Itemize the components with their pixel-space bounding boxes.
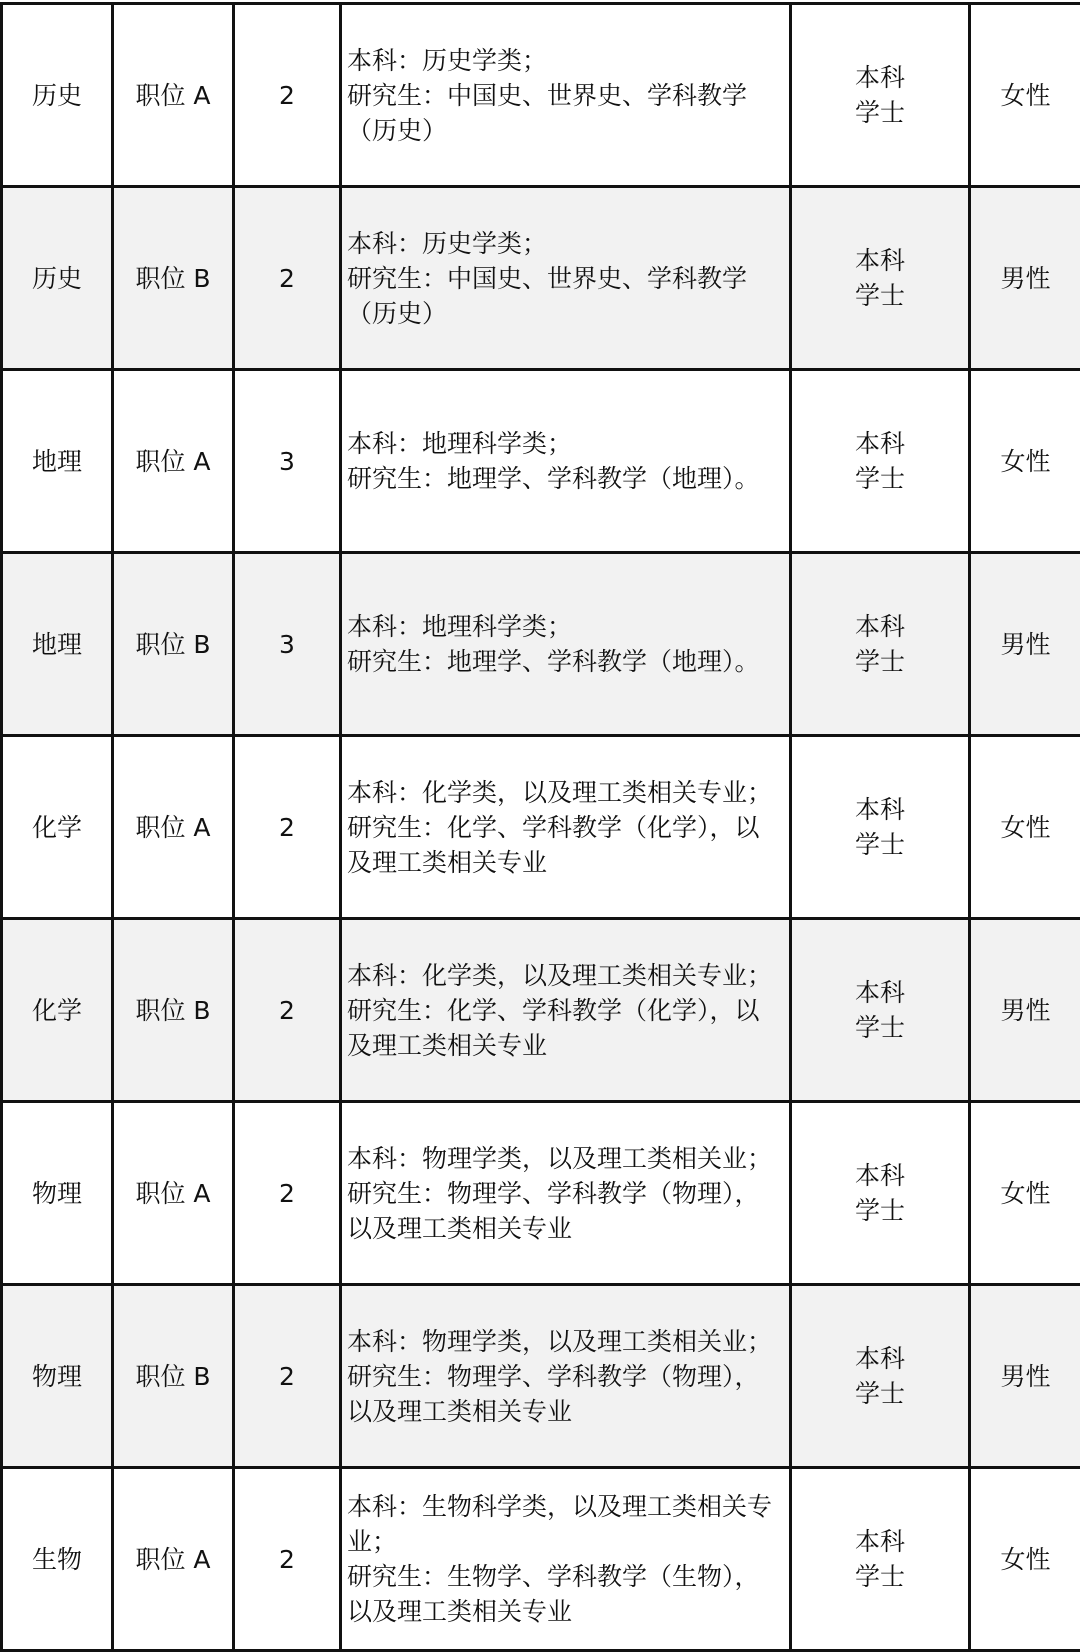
degree-line: 本科 [792,609,968,644]
count-cell: 3 [234,370,341,553]
degree-cell [791,1102,970,1285]
major-line: 研究生：地理学、学科教学（地理）。 [347,644,781,679]
degree-cell [791,4,970,187]
major-line: 以及理工类相关专业 [347,1594,781,1629]
position-cell: 职位 A [113,736,234,919]
major-line: 以及理工类相关专业 [347,1394,781,1429]
gender-cell: 女性 [970,1102,1080,1285]
major-line: 本科：地理科学类； [347,609,781,644]
position-cell: 职位 A [113,370,234,553]
count-cell: 2 [234,736,341,919]
major-line: 研究生：物理学、学科教学（物理）， [347,1176,781,1211]
major-line: 本科：物理学类，以及理工类相关业； [347,1141,781,1176]
degree-line: 本科 [792,1341,968,1376]
major-line: （历史） [347,113,781,148]
degree-cell [791,1285,970,1468]
major-line: 本科：物理学类，以及理工类相关业； [347,1324,781,1359]
table-row [2,1468,1080,1651]
degree-line: 本科 [792,1524,968,1559]
major-cell [341,1285,791,1468]
recruitment-table [0,2,1080,1652]
major-line: 本科：生物科学类，以及理工类相关专 [347,1489,781,1524]
major-cell [341,553,791,736]
major-cell [341,736,791,919]
count-cell: 3 [234,553,341,736]
gender-cell: 女性 [970,1468,1080,1651]
table-row [2,1102,1080,1285]
degree-line: 本科 [792,243,968,278]
subject-cell: 化学 [2,919,113,1102]
subject-cell: 生物 [2,1468,113,1651]
major-line: 研究生：地理学、学科教学（地理）。 [347,461,781,496]
major-line: 研究生：中国史、世界史、学科教学 [347,261,781,296]
major-line: 研究生：化学、学科教学（化学），以 [347,993,781,1028]
major-line: 业； [347,1524,781,1559]
table-row [2,1285,1080,1468]
gender-cell: 女性 [970,370,1080,553]
major-line: 本科：化学类，以及理工类相关专业； [347,775,781,810]
degree-line: 学士 [792,461,968,496]
major-line: 及理工类相关专业 [347,845,781,880]
degree-cell [791,187,970,370]
subject-cell: 物理 [2,1285,113,1468]
major-line: 本科：历史学类； [347,226,781,261]
subject-cell: 地理 [2,553,113,736]
major-cell [341,1468,791,1651]
major-line: 以及理工类相关专业 [347,1211,781,1246]
count-cell: 2 [234,187,341,370]
major-cell [341,370,791,553]
gender-cell: 男性 [970,1285,1080,1468]
degree-line: 学士 [792,1010,968,1045]
major-line: （历史） [347,296,781,331]
degree-cell [791,370,970,553]
degree-line: 本科 [792,975,968,1010]
table-row [2,4,1080,187]
subject-cell: 化学 [2,736,113,919]
table-body [2,4,1080,1651]
position-cell: 职位 A [113,1468,234,1651]
major-cell [341,919,791,1102]
count-cell: 2 [234,1102,341,1285]
position-cell: 职位 A [113,1102,234,1285]
major-cell [341,1102,791,1285]
subject-cell: 历史 [2,187,113,370]
major-cell [341,187,791,370]
degree-line: 本科 [792,792,968,827]
subject-cell: 历史 [2,4,113,187]
gender-cell: 女性 [970,736,1080,919]
degree-line: 本科 [792,426,968,461]
major-line: 本科：地理科学类； [347,426,781,461]
degree-cell [791,553,970,736]
count-cell: 2 [234,1285,341,1468]
degree-line: 学士 [792,1559,968,1594]
degree-cell [791,736,970,919]
gender-cell: 男性 [970,553,1080,736]
position-cell: 职位 B [113,187,234,370]
degree-line: 学士 [792,827,968,862]
position-cell: 职位 B [113,553,234,736]
major-line: 及理工类相关专业 [347,1028,781,1063]
major-line: 本科：历史学类； [347,43,781,78]
major-line: 本科：化学类，以及理工类相关专业； [347,958,781,993]
degree-line: 学士 [792,644,968,679]
table-row [2,919,1080,1102]
subject-cell: 地理 [2,370,113,553]
major-line: 研究生：化学、学科教学（化学），以 [347,810,781,845]
count-cell: 2 [234,1468,341,1651]
gender-cell: 女性 [970,4,1080,187]
table-row [2,736,1080,919]
major-line: 研究生：物理学、学科教学（物理）， [347,1359,781,1394]
table-row [2,370,1080,553]
gender-cell: 男性 [970,187,1080,370]
table-row [2,187,1080,370]
major-cell [341,4,791,187]
position-cell: 职位 A [113,4,234,187]
position-cell: 职位 B [113,919,234,1102]
degree-cell [791,1468,970,1651]
table-row [2,553,1080,736]
degree-cell [791,919,970,1102]
major-line: 研究生：中国史、世界史、学科教学 [347,78,781,113]
degree-line: 学士 [792,1376,968,1411]
degree-line: 本科 [792,60,968,95]
degree-line: 学士 [792,95,968,130]
count-cell: 2 [234,4,341,187]
degree-line: 学士 [792,1193,968,1228]
count-cell: 2 [234,919,341,1102]
gender-cell: 男性 [970,919,1080,1102]
major-line: 研究生：生物学、学科教学（生物）， [347,1559,781,1594]
degree-line: 本科 [792,1158,968,1193]
subject-cell: 物理 [2,1102,113,1285]
position-cell: 职位 B [113,1285,234,1468]
degree-line: 学士 [792,278,968,313]
